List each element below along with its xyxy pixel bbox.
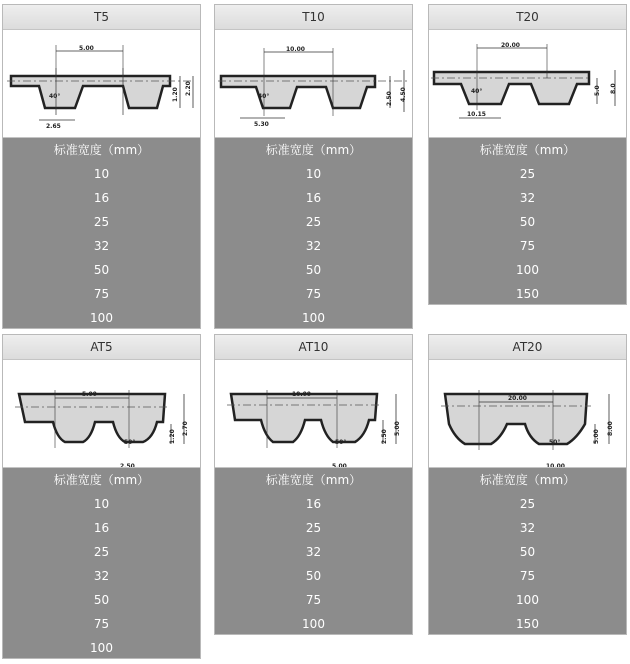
base-label: 5.00: [332, 463, 347, 467]
width-row: 25: [93, 545, 110, 559]
card-title: AT5: [3, 335, 200, 360]
width-table-header: 标准宽度（mm）: [479, 473, 576, 487]
pitch-label: 10.00: [286, 46, 305, 53]
pitch-label: 5.00: [82, 391, 97, 398]
t10-profile-svg: [215, 30, 412, 137]
width-row: 25: [305, 521, 322, 535]
width-row: 16: [305, 191, 322, 205]
width-row: 75: [519, 569, 536, 583]
base-label: 2.65: [46, 123, 61, 130]
width-row: 100: [516, 263, 539, 277]
tooth-height-label: 1.20: [169, 429, 176, 444]
angle-label: 40°: [471, 88, 483, 95]
width-row: 100: [90, 311, 113, 325]
card-title: T5: [3, 5, 200, 30]
width-row: 75: [519, 239, 536, 253]
tooth-profile-diagram: [215, 360, 412, 468]
belt-card-at10: [214, 334, 413, 635]
at5-profile-svg: [3, 360, 200, 467]
total-height-label: 5.00: [394, 421, 401, 436]
width-row: 16: [93, 521, 110, 535]
width-row: 32: [519, 521, 536, 535]
t20-profile-svg: [429, 30, 626, 137]
pitch-label: 10.00: [292, 391, 311, 398]
at10-profile-svg: [215, 360, 412, 467]
angle-label: 50°: [549, 439, 561, 446]
width-row: 10: [305, 167, 322, 181]
width-table-header: 标准宽度（mm）: [53, 143, 150, 157]
base-label: 2.50: [120, 463, 135, 467]
width-row: 100: [302, 617, 325, 631]
angle-label: 50°: [335, 439, 347, 446]
width-row: 25: [519, 497, 536, 511]
tooth-profile-diagram: [3, 360, 200, 468]
width-row: 50: [305, 569, 322, 583]
pitch-label: 5.00: [79, 45, 94, 52]
width-table-header: 标准宽度（mm）: [479, 143, 576, 157]
width-row: 75: [305, 287, 322, 301]
width-row: 50: [519, 215, 536, 229]
belt-card-t10: [214, 4, 413, 329]
width-row: 32: [93, 239, 110, 253]
width-row: 100: [516, 593, 539, 607]
pitch-label: 20.00: [501, 42, 520, 49]
belt-card-at5: [2, 334, 201, 659]
width-row: 10: [93, 167, 110, 181]
tooth-profile-diagram: [429, 30, 626, 138]
width-row: 75: [93, 617, 110, 631]
at20-profile-svg: [429, 360, 626, 467]
width-row: 75: [305, 593, 322, 607]
tooth-height-label: 5.0: [594, 85, 601, 96]
tooth-height-label: 5.00: [593, 429, 600, 444]
angle-label: 50°: [124, 439, 136, 446]
width-table-header: 标准宽度（mm）: [265, 473, 362, 487]
angle-label: 40°: [49, 93, 61, 100]
total-height-label: 8.00: [607, 421, 614, 436]
width-row: 25: [305, 215, 322, 229]
base-label: 10.15: [467, 111, 486, 118]
width-table-header: 标准宽度（mm）: [265, 143, 362, 157]
base-label: 10.00: [546, 463, 565, 467]
width-row: 16: [305, 497, 322, 511]
belt-card-t5: [2, 4, 201, 329]
width-row: 32: [305, 545, 322, 559]
width-row: 100: [90, 641, 113, 655]
belt-card-t20: [428, 4, 627, 305]
total-height-label: 8.0: [610, 83, 617, 94]
width-row: 25: [519, 167, 536, 181]
width-row: 50: [93, 263, 110, 277]
card-title: T10: [215, 5, 412, 30]
width-row: 75: [93, 287, 110, 301]
tooth-profile-diagram: [429, 360, 626, 468]
tooth-profile-diagram: [215, 30, 412, 138]
card-title: AT20: [429, 335, 626, 360]
width-row: 150: [516, 617, 539, 631]
width-row: 50: [305, 263, 322, 277]
t5-profile-svg: [3, 30, 200, 137]
width-table-header: 标准宽度（mm）: [53, 473, 150, 487]
card-title: T20: [429, 5, 626, 30]
angle-label: 40°: [258, 93, 270, 100]
pitch-label: 20.00: [508, 395, 527, 402]
width-row: 10: [93, 497, 110, 511]
card-title: AT10: [215, 335, 412, 360]
tooth-height-label: 2.50: [381, 429, 388, 444]
width-row: 32: [305, 239, 322, 253]
width-row: 50: [93, 593, 110, 607]
belt-card-at20: [428, 334, 627, 635]
width-row: 25: [93, 215, 110, 229]
width-row: 16: [93, 191, 110, 205]
total-height-label: 4.50: [400, 87, 407, 102]
width-row: 32: [93, 569, 110, 583]
tooth-height-label: 1.20: [172, 87, 179, 102]
total-height-label: 2.20: [185, 81, 192, 96]
tooth-height-label: 2.50: [386, 91, 393, 106]
width-row: 150: [516, 287, 539, 301]
width-row: 50: [519, 545, 536, 559]
width-row: 32: [519, 191, 536, 205]
total-height-label: 2.70: [182, 421, 189, 436]
base-label: 5.30: [254, 121, 269, 128]
tooth-profile-diagram: [3, 30, 200, 138]
width-row: 100: [302, 311, 325, 325]
